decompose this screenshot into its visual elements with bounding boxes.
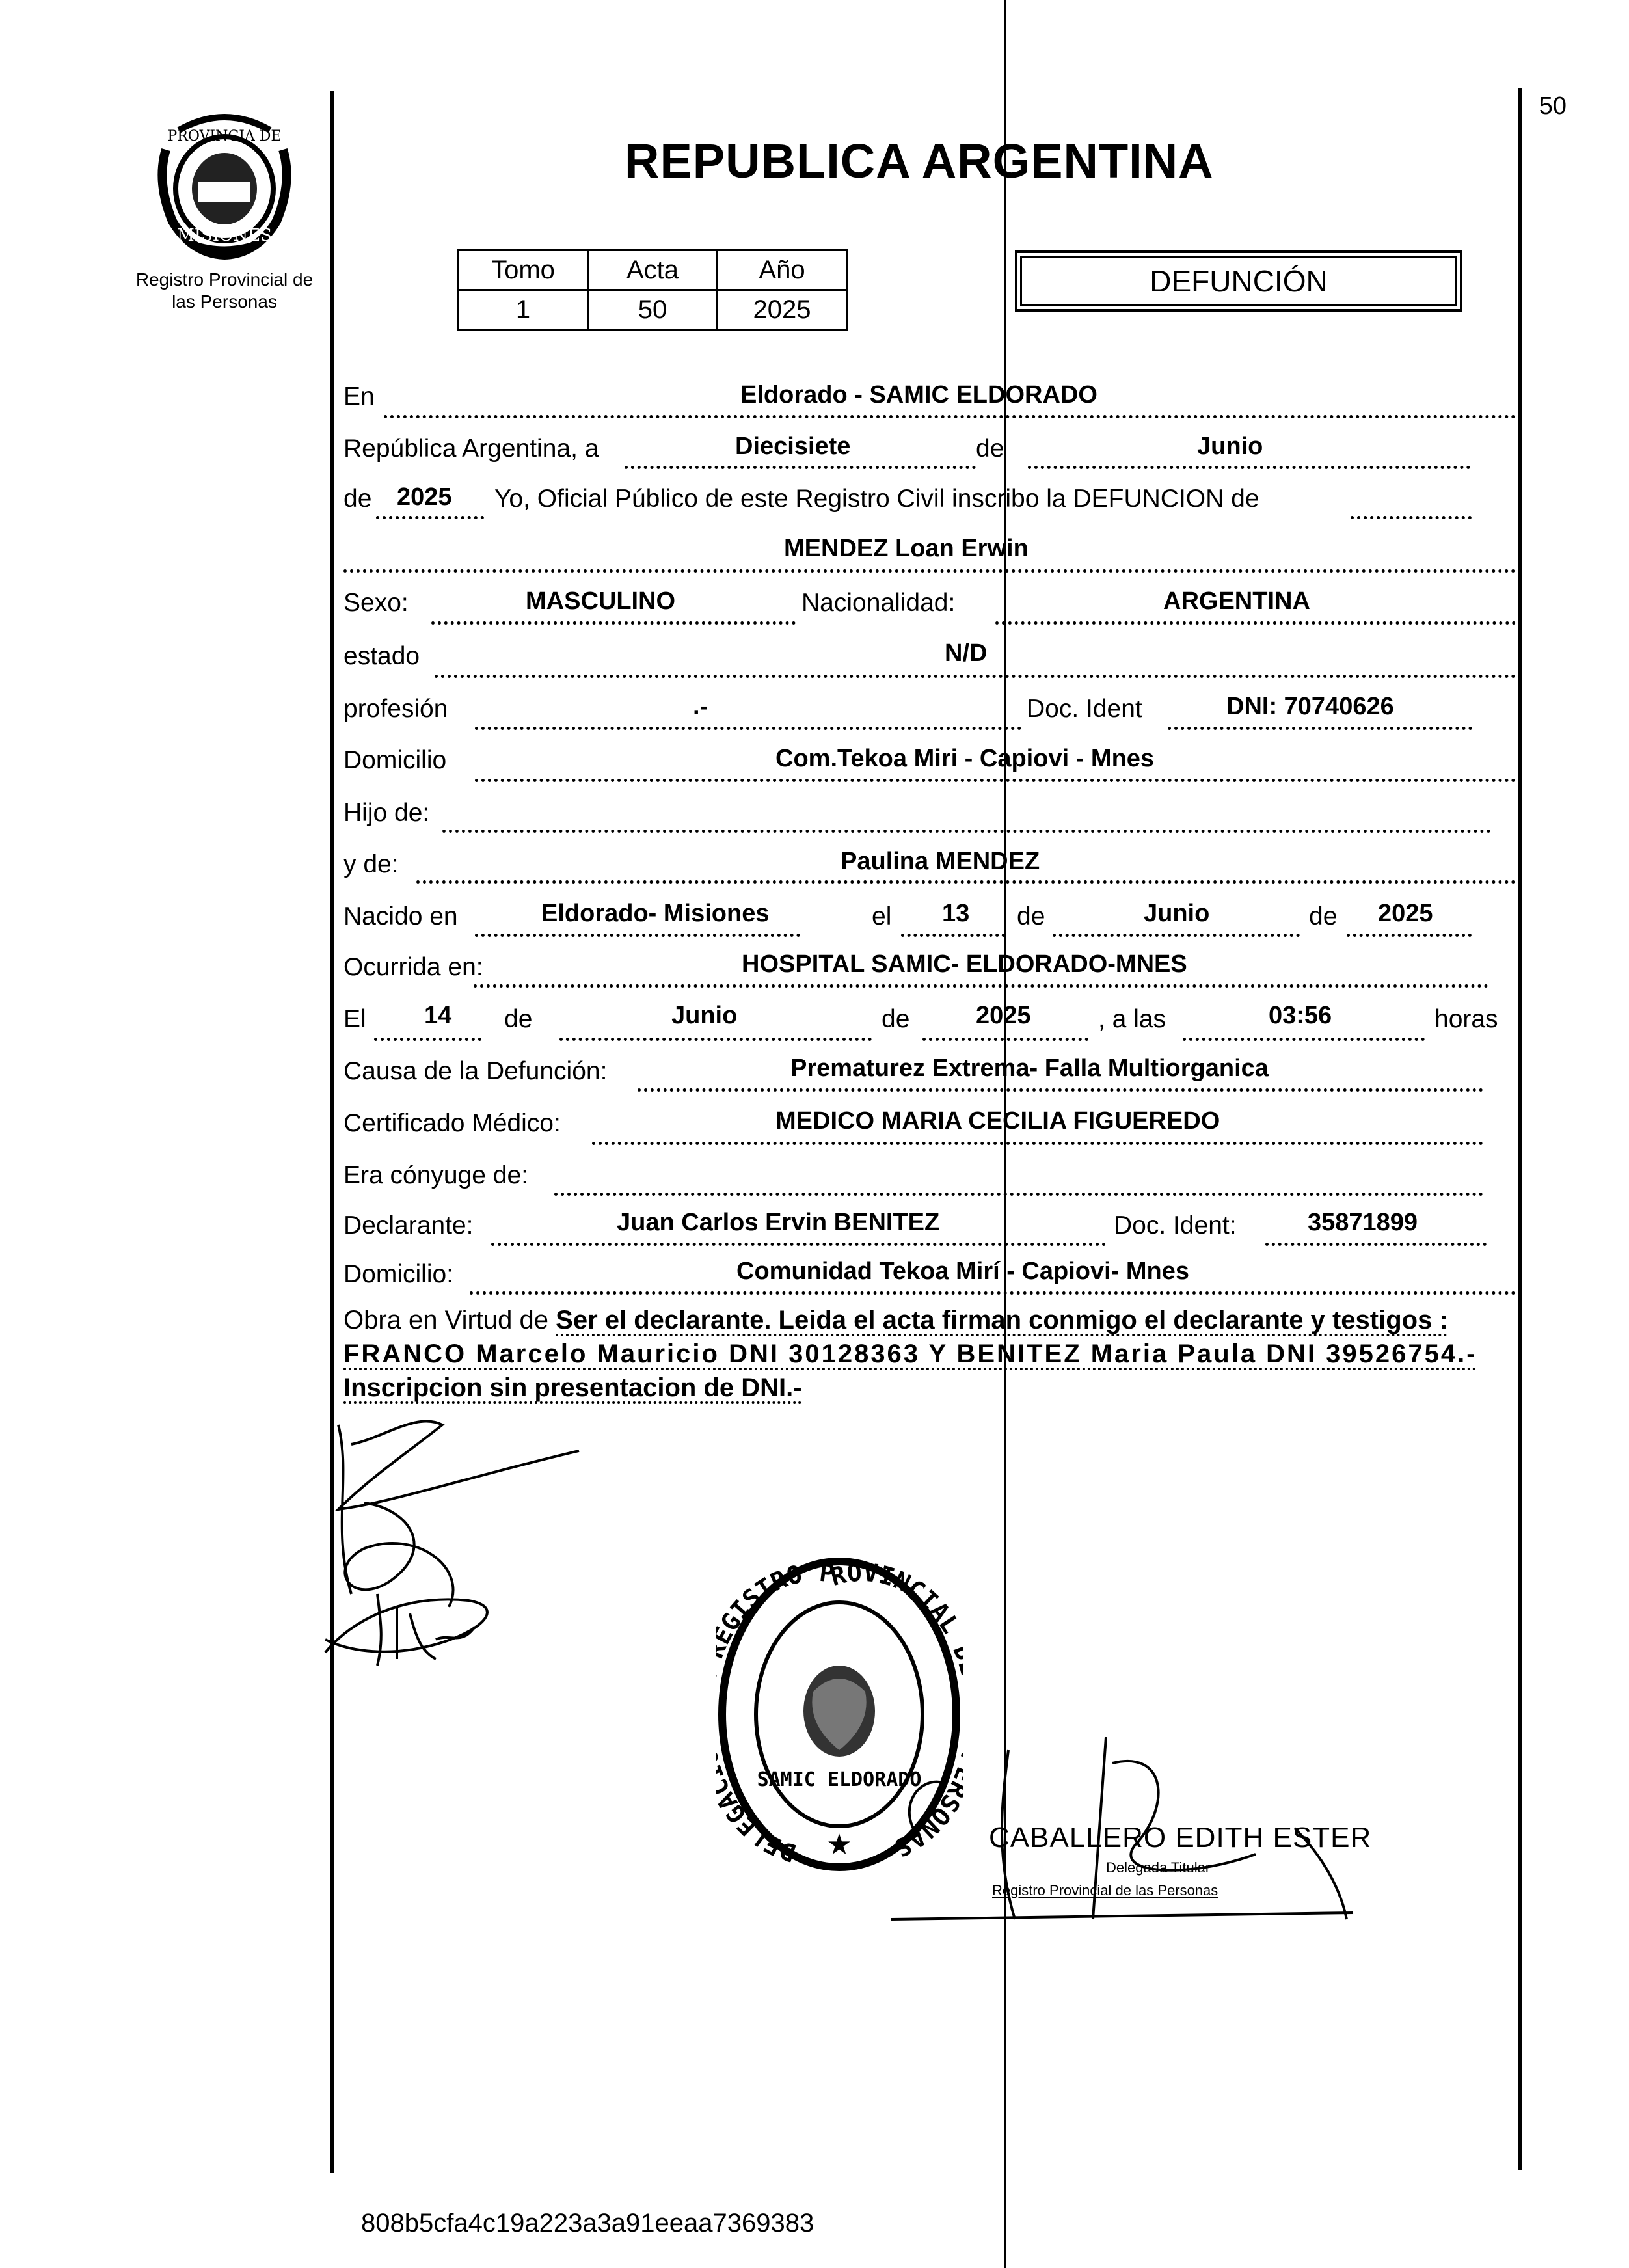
hora-line bbox=[1183, 1038, 1425, 1041]
sexo-label: Sexo: bbox=[343, 589, 409, 617]
causa-value: Prematurez Extrema- Falla Multiorganica bbox=[790, 1055, 1269, 1082]
left-margin-line bbox=[330, 91, 334, 2173]
domicilio2-line bbox=[470, 1291, 1516, 1295]
en-value: Eldorado - SAMIC ELDORADO bbox=[740, 381, 1097, 409]
nac-el-label: el bbox=[872, 902, 892, 930]
republica-label: República Argentina, a bbox=[343, 435, 599, 463]
doc2-value: 35871899 bbox=[1308, 1209, 1418, 1236]
official-name: CABALLERO EDITH ESTER bbox=[989, 1822, 1372, 1854]
def-el-label: El bbox=[343, 1005, 366, 1033]
def-mes-value: Junio bbox=[671, 1002, 738, 1029]
nacionalidad-line bbox=[995, 621, 1516, 625]
anio-de-label: de bbox=[343, 485, 372, 513]
nac-dia-line bbox=[901, 934, 1005, 937]
document-hash: 808b5cfa4c19a223a3a91eeaa7369383 bbox=[361, 2209, 814, 2237]
domicilio2-label: Domicilio: bbox=[343, 1260, 454, 1288]
dia-line bbox=[625, 466, 976, 469]
def-mes-line bbox=[559, 1038, 872, 1041]
horas-label: horas bbox=[1434, 1005, 1498, 1033]
madre-value: Paulina MENDEZ bbox=[841, 848, 1040, 875]
sexo-value: MASCULINO bbox=[526, 587, 676, 615]
a-las-label: , a las bbox=[1098, 1005, 1166, 1033]
hijo-label: Hijo de: bbox=[343, 799, 430, 827]
conyuge-label: Era cónyuge de: bbox=[343, 1161, 529, 1189]
certificado-line bbox=[592, 1142, 1483, 1145]
nac-mes-line bbox=[1053, 934, 1300, 937]
ocurrida-line bbox=[474, 984, 1488, 988]
doc-line bbox=[1168, 727, 1472, 730]
tomo-value: 1 bbox=[459, 290, 588, 330]
estado-value: N/D bbox=[945, 640, 988, 667]
nac-de-label: de bbox=[1017, 902, 1045, 930]
hora-value: 03:56 bbox=[1269, 1002, 1332, 1029]
profesion-line bbox=[475, 727, 1021, 730]
en-line bbox=[384, 415, 1516, 418]
official-title: Delegada Titular bbox=[1106, 1859, 1211, 1876]
causa-label: Causa de la Defunción: bbox=[343, 1057, 608, 1085]
official-office: Registro Provincial de las Personas bbox=[992, 1882, 1218, 1898]
declarante-label: Declarante: bbox=[343, 1211, 474, 1239]
domicilio-value: Com.Tekoa Miri - Capiovi - Mnes bbox=[775, 745, 1155, 772]
doc-value: DNI: 70740626 bbox=[1226, 693, 1394, 720]
certificado-label: Certificado Médico: bbox=[343, 1109, 561, 1137]
mes-value: Junio bbox=[1197, 433, 1263, 460]
obra-line-1 bbox=[343, 1303, 1477, 1337]
anio-value: 2025 bbox=[397, 483, 452, 511]
page-number: 50 bbox=[1539, 92, 1567, 120]
nombre-line bbox=[343, 569, 1516, 573]
sexo-line bbox=[431, 621, 796, 625]
y-de-label: y de: bbox=[343, 850, 399, 878]
declarante-value: Juan Carlos Ervin BENITEZ bbox=[617, 1209, 940, 1236]
profesion-value: .- bbox=[693, 693, 708, 720]
logo-caption-line2: las Personas bbox=[172, 291, 277, 312]
obra-prefix: Obra en Virtud de bbox=[343, 1306, 549, 1334]
def-anio-line bbox=[922, 1038, 1088, 1041]
page-title: REPUBLICA ARGENTINA bbox=[625, 134, 1214, 188]
nacido-line bbox=[475, 934, 800, 937]
acta-value: 50 bbox=[588, 290, 718, 330]
logo-text-bottom: MISIONES bbox=[177, 226, 272, 245]
profesion-label: profesión bbox=[343, 695, 448, 723]
obra-text-2: FRANCO Marcelo Mauricio DNI 30128363 Y BENITEZ Maria Paula DNI 39526754.- bbox=[343, 1340, 1477, 1368]
causa-line bbox=[638, 1088, 1483, 1092]
anio-value: 2025 bbox=[718, 290, 847, 330]
nacido-label: Nacido en bbox=[343, 902, 458, 930]
domicilio2-value: Comunidad Tekoa Mirí - Capiovi- Mnes bbox=[736, 1258, 1190, 1285]
def-anio-value: 2025 bbox=[976, 1002, 1031, 1029]
nac-anio-line bbox=[1347, 934, 1472, 937]
nacido-value: Eldorado- Misiones bbox=[541, 900, 770, 927]
yo-text: Yo, Oficial Público de este Registro Civil inscribo la DEFUNCION de bbox=[494, 485, 1259, 513]
obra-block bbox=[343, 1303, 1477, 1405]
right-margin-line bbox=[1518, 88, 1522, 2170]
certificado-value: MEDICO MARIA CECILIA FIGUEREDO bbox=[775, 1107, 1220, 1135]
obra-line-2 bbox=[343, 1337, 1477, 1371]
nacionalidad-label: Nacionalidad: bbox=[801, 589, 956, 617]
dia-value: Diecisiete bbox=[735, 433, 851, 460]
def-de-label: de bbox=[504, 1005, 533, 1033]
tomo-acta-anio-table bbox=[457, 249, 848, 331]
doc2-label: Doc. Ident: bbox=[1114, 1211, 1237, 1239]
conyuge-line bbox=[554, 1193, 1483, 1196]
stamp-inner-text: SAMIC ELDORADO bbox=[757, 1768, 922, 1791]
estado-label: estado bbox=[343, 642, 420, 670]
nac-de-label-2: de bbox=[1309, 902, 1338, 930]
anio-line bbox=[376, 516, 484, 519]
anio-label: Año bbox=[718, 250, 847, 290]
document-type-box: DEFUNCIÓN bbox=[1015, 250, 1462, 312]
nac-mes-value: Junio bbox=[1144, 900, 1210, 927]
en-label: En bbox=[343, 383, 375, 411]
logo-caption bbox=[124, 269, 325, 313]
yo-line bbox=[1351, 516, 1472, 519]
obra-text-1: Ser el declarante. Leida el acta firman conmigo el declarante y testigos : bbox=[556, 1306, 1448, 1334]
declarante-line bbox=[491, 1243, 1106, 1246]
tomo-label: Tomo bbox=[459, 250, 588, 290]
star-icon: ★ bbox=[826, 1828, 852, 1861]
obra-text-3: Inscripcion sin presentacion de DNI.- bbox=[343, 1373, 802, 1402]
stamp-outer-text: DELEG GISTRO PROVINCIAL SONAS bbox=[716, 1558, 963, 1868]
acta-label: Acta bbox=[588, 250, 718, 290]
domicilio-line bbox=[475, 779, 1516, 782]
logo-caption-line1: Registro Provincial de bbox=[135, 269, 314, 290]
ocurrida-value: HOSPITAL SAMIC- ELDORADO-MNES bbox=[742, 951, 1187, 978]
logo-text-top: PROVINCIA DE bbox=[167, 128, 282, 144]
def-dia-line bbox=[374, 1038, 481, 1041]
witness-signatures bbox=[312, 1399, 586, 1672]
ocurrida-label: Ocurrida en: bbox=[343, 953, 483, 981]
estado-line bbox=[435, 675, 1516, 678]
nombre-value: MENDEZ Loan Erwin bbox=[784, 535, 1029, 562]
province-logo bbox=[153, 104, 296, 260]
nac-dia-value: 13 bbox=[942, 900, 970, 927]
nacionalidad-value: ARGENTINA bbox=[1163, 587, 1310, 615]
dia-de-label: de bbox=[976, 435, 1004, 463]
domicilio-label: Domicilio bbox=[343, 746, 447, 774]
def-de-label-2: de bbox=[882, 1005, 910, 1033]
nac-anio-value: 2025 bbox=[1378, 900, 1433, 927]
madre-line bbox=[416, 880, 1516, 884]
doc-label: Doc. Ident bbox=[1027, 695, 1142, 723]
def-dia-value: 14 bbox=[424, 1002, 452, 1029]
hijo-line bbox=[442, 830, 1491, 833]
doc2-line bbox=[1265, 1243, 1487, 1246]
mes-line bbox=[1028, 466, 1470, 469]
